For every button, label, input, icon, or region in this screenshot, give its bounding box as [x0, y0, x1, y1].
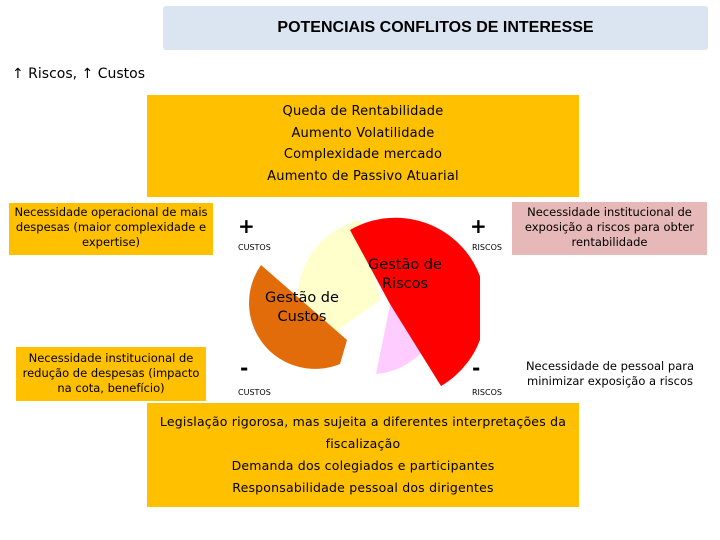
riscos-label-top: RISCOS — [472, 243, 502, 252]
bottom-box-line: Responsabilidade pessoal dos dirigentes — [232, 480, 494, 495]
riscos-label-bottom: RISCOS — [472, 388, 502, 397]
subtitle: ↑ Riscos, ↑ Custos — [12, 66, 146, 82]
right-top-box: Necessidade institucional de exposição a riscos para obter rentabilidade — [512, 202, 707, 255]
plus-custos-sign: + — [238, 214, 255, 238]
bottom-box-line: Legislação rigorosa, mas sujeita a diferentes interpretações da fiscalização — [159, 414, 567, 451]
bottom-box-line: Demanda dos colegiados e participantes — [231, 458, 495, 473]
page-title-box — [163, 6, 708, 50]
right-bottom-text: Necessidade de pessoal para minimizar exposição a riscos — [525, 359, 695, 388]
left-top-box: Necessidade operacional de mais despesas (maior complexidade e expertise) — [9, 203, 213, 255]
gestao-custos-label: Gestão de Custos — [265, 290, 339, 325]
top-box-line: Complexidade mercado — [283, 147, 443, 162]
top-box-line: Aumento Volatilidade — [291, 125, 435, 141]
plus-riscos-sign: + — [470, 214, 487, 238]
page-title: POTENCIAIS CONFLITOS DE INTERESSE — [277, 19, 594, 36]
custos-label-top: CUSTOS — [238, 243, 271, 252]
top-box — [147, 95, 579, 197]
top-box-line: Aumento de Passivo Atuarial — [267, 168, 459, 184]
gestao-riscos-label: Gestão de Riscos — [368, 257, 442, 292]
minus-custos-sign: - — [240, 356, 249, 380]
minus-riscos-sign: - — [472, 356, 481, 380]
top-box-line: Queda de Rentabilidade — [282, 104, 444, 119]
custos-label-bottom: CUSTOS — [238, 388, 271, 397]
bottom-box — [147, 403, 579, 507]
left-bottom-box: Necessidade institucional de redução de despesas (impacto na cota, benefício) — [16, 347, 206, 401]
